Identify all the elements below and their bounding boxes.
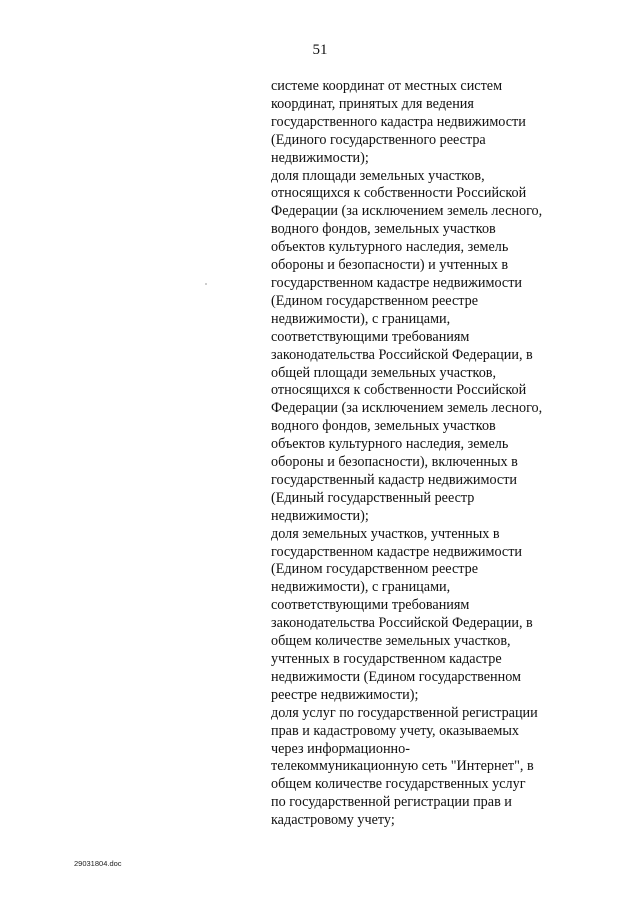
text-line: общем количестве государственных услуг [271,776,526,793]
text-line: Федерации (за исключением земель лесного, [271,203,543,220]
text-line: недвижимости (Едином государственном [271,668,522,685]
body-text [271,78,591,830]
text-line: через информационно- [271,740,410,757]
text-line: относящихся к собственности Российской [271,185,527,202]
text-line: (Едином государственном реестре [271,292,479,309]
text-line: (Едином государственном реестре [271,561,479,578]
text-line: относящихся к собственности Российской [271,382,527,399]
text-line: государственном кадастре недвижимости [271,274,522,291]
text-line: водного фондов, земельных участков [271,418,496,435]
text-line: соответствующими требованиям [271,597,470,614]
text-line: водного фондов, земельных участков [271,221,496,238]
text-line: общей площади земельных участков, [271,364,497,381]
text-line: объектов культурного наследия, земель [271,239,509,256]
text-line: законодательства Российской Федерации, в [271,346,533,363]
text-line: законодательства Российской Федерации, в [271,615,533,632]
text-line: доля площади земельных участков, [271,167,485,184]
text-line: координат, принятых для ведения [271,95,474,112]
text-line: недвижимости); [271,149,369,166]
text-line: государственном кадастре недвижимости [271,543,522,560]
text-line: системе координат от местных систем [271,78,503,94]
text-line: (Единого государственного реестра [271,131,486,148]
text-line: телекоммуникационную сеть "Интернет", в [271,758,534,775]
page-number: 51 [312,42,328,58]
document-reference: 29031804.doc [74,859,122,868]
text-line: государственный кадастр недвижимости [271,471,518,488]
text-line: Федерации (за исключением земель лесного, [271,400,543,417]
text-line: объектов культурного наследия, земель [271,436,509,453]
text-line: реестре недвижимости); [271,686,419,703]
text-line: общем количестве земельных участков, [271,633,511,650]
text-line: кадастровому учету; [271,812,395,829]
text-line: соответствующими требованиям [271,328,470,345]
text-line: обороны и безопасности) и учтенных в [271,257,509,274]
text-line: обороны и безопасности), включенных в [271,454,518,471]
text-line: государственного кадастра недвижимости [271,113,526,130]
text-line: (Единый государственный реестр [271,489,475,506]
text-line: доля земельных участков, учтенных в [271,525,500,542]
text-line: прав и кадастровому учету, оказываемых [271,722,519,739]
text-line: недвижимости); [271,507,369,524]
text-line: недвижимости), с границами, [271,579,451,596]
scan-speck [205,283,207,285]
text-line: по государственной регистрации прав и [271,794,512,811]
text-line: доля услуг по государственной регистрации [271,704,538,721]
text-line: недвижимости), с границами, [271,310,451,327]
text-line: учтенных в государственном кадастре [271,651,502,667]
